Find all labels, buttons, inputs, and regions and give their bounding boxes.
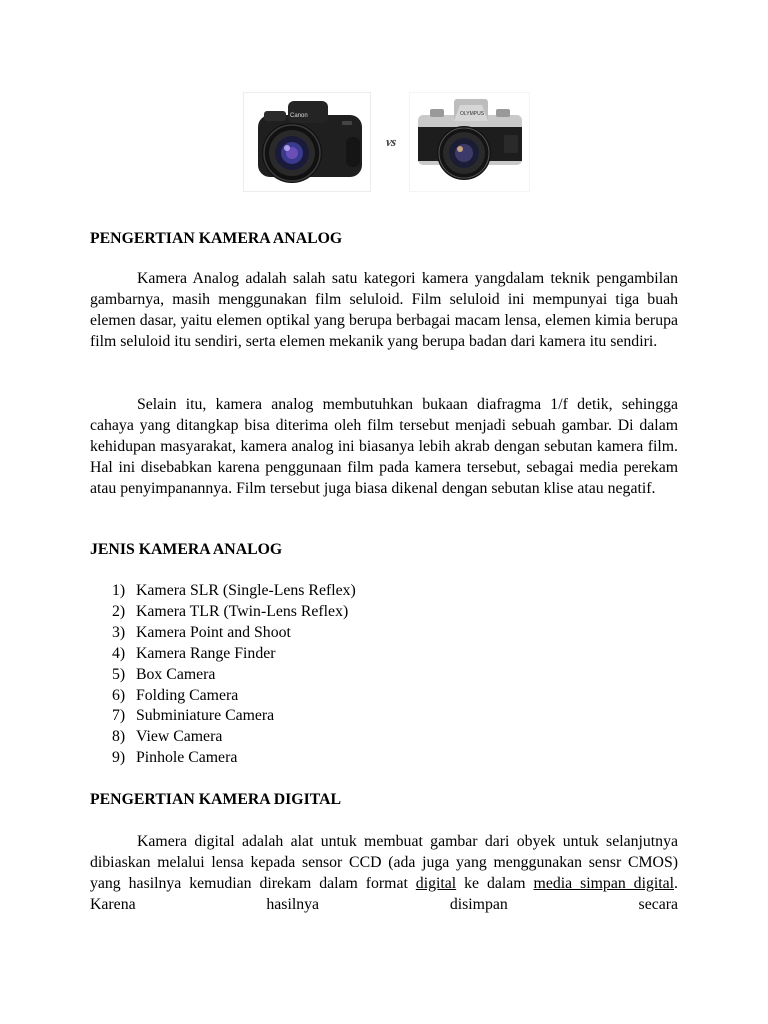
list-item: 8) View Camera xyxy=(112,728,223,746)
list-item: 9) Pinhole Camera xyxy=(112,749,238,767)
list-item: 5) Box Camera xyxy=(112,665,216,683)
heading-analog: PENGERTIAN KAMERA ANALOG xyxy=(90,230,343,247)
digital-camera-image xyxy=(243,92,371,192)
heading-digital: PENGERTIAN KAMERA DIGITAL xyxy=(90,791,342,808)
vs-label: vs xyxy=(385,134,397,149)
list-item: 6) Folding Camera xyxy=(112,686,239,704)
list-item: 1) Kamera SLR (Single-Lens Reflex) xyxy=(112,582,356,599)
paragraph-analog-2: Selain itu, kamera analog membutuhkan bukaan diafragma 1/f detik, sehingga cahaya yang ditangkap bisa diterima oleh film tersebut menjadi sebuah gambar. Di dalam kehidupan masyarakat, kamera analog ini biasanya lebih akrab dengan sebutan kamera film. Hal ini disebabkan karena penggunaan film pada kamera tersebut, sebagai media perekam atau penyimpanannya. Film tersebut juga biasa dikenal dengan sebutan klise atau negatif. xyxy=(90,396,678,497)
paragraph-digital-1: Kamera digital adalah alat untuk membuat gambar dari obyek untuk selanjutnya dibiaskan melalui lensa kepada sensor CCD (ada juga yang menggunakan sensr CMOS) yang hasilnya kemudian direkam dalam format digital ke dalam media simpan digital. Karena hasilnya disimpan secara xyxy=(90,833,678,913)
digital-storage-media-link[interactable]: media simpan digital xyxy=(533,874,675,892)
analog-camera-image xyxy=(409,92,530,192)
list-item: 4) Kamera Range Finder xyxy=(112,644,276,662)
list-item: 3) Kamera Point and Shoot xyxy=(112,623,291,641)
svg-text:Canon: Canon xyxy=(290,113,308,119)
list-item: 2) Kamera TLR (Twin-Lens Reflex) xyxy=(112,602,349,620)
heading-analog-types: JENIS KAMERA ANALOG xyxy=(90,541,283,558)
camera-comparison-image xyxy=(243,92,528,192)
paragraph-analog-1: Kamera Analog adalah salah satu kategori kamera yangdalam teknik pengambilan gambarnya, masih menggunakan film seluloid. Film seluloid ini mempunyai tiga buah elemen dasar, yaitu elemen optikal yang berupa berbagai macam lensa, elemen kimia berupa film seluloid itu sendiri, serta elemen mekanik yang berupa badan dari kamera itu sendiri. xyxy=(90,270,678,350)
digital-link[interactable]: digital xyxy=(415,874,457,892)
list-item: 7) Subminiature Camera xyxy=(112,707,275,725)
svg-text:OLYMPUS: OLYMPUS xyxy=(460,111,485,117)
analog-types-list xyxy=(90,581,678,769)
